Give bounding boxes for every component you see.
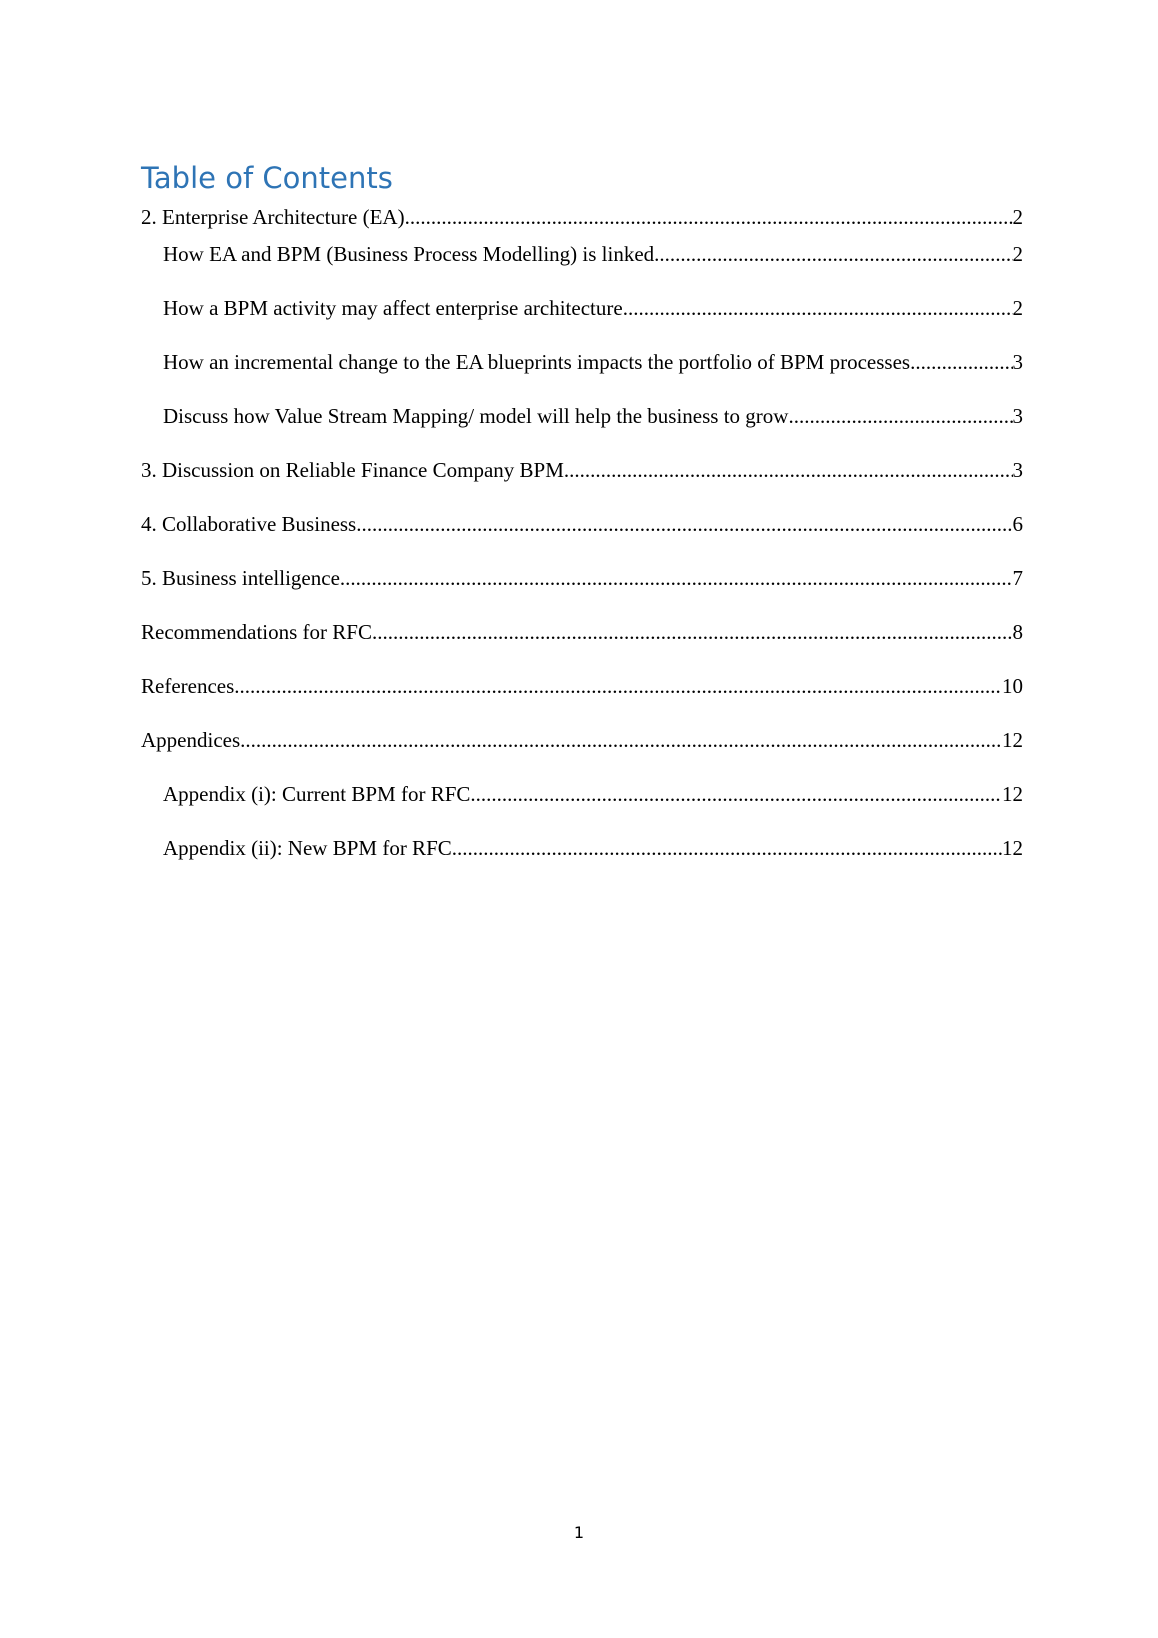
toc-entry-page-number: 2: [1012, 205, 1023, 229]
toc-dot-leader: [234, 672, 1002, 700]
toc-entry-label: How EA and BPM (Business Process Modelling) is linked: [163, 242, 655, 266]
toc-list: [141, 200, 1023, 884]
toc-entry-page-number: 8: [1012, 620, 1023, 644]
toc-entry-label: Recommendations for RFC: [141, 620, 372, 644]
toc-entry-appendix-ii[interactable]: [141, 830, 1023, 884]
toc-dot-leader: [405, 203, 1013, 231]
toc-entry-label: How an incremental change to the EA blueprints impacts the portfolio of BPM processes: [163, 350, 911, 374]
toc-entry-label: How a BPM activity may affect enterprise architecture: [163, 296, 623, 320]
toc-entry-page-number: 3: [1012, 458, 1023, 482]
toc-entry-label: Appendices: [141, 728, 241, 752]
toc-entry-enterprise-architecture[interactable]: [141, 200, 1023, 236]
toc-entry-label: 3. Discussion on Reliable Finance Company BPM: [141, 458, 564, 482]
toc-entry-collaborative-business[interactable]: [141, 506, 1023, 560]
toc-dot-leader: [470, 780, 1002, 808]
toc-dot-leader: [623, 294, 1013, 322]
toc-entry-label: Appendix (ii): New BPM for RFC: [163, 836, 452, 860]
toc-dot-leader: [240, 726, 1002, 754]
toc-entry-page-number: 2: [1012, 296, 1023, 320]
toc-entry-page-number: 12: [1002, 728, 1023, 752]
toc-entry-page-number: 3: [1012, 350, 1023, 374]
toc-entry-page-number: 10: [1002, 674, 1023, 698]
toc-dot-leader: [564, 456, 1013, 484]
toc-dot-leader: [788, 402, 1012, 430]
toc-entry-bpm-activity-affect-ea[interactable]: [141, 290, 1023, 344]
toc-dot-leader: [340, 564, 1013, 592]
toc-dot-leader: [910, 348, 1012, 376]
toc-entry-references[interactable]: [141, 668, 1023, 722]
toc-entry-label: 5. Business intelligence: [141, 566, 340, 590]
toc-entry-business-intelligence[interactable]: [141, 560, 1023, 614]
toc-dot-leader: [356, 510, 1012, 538]
toc-entry-appendix-i[interactable]: [141, 776, 1023, 830]
toc-entry-recommendations[interactable]: [141, 614, 1023, 668]
toc-entry-ea-bpm-linked[interactable]: [141, 236, 1023, 290]
toc-entry-label: 4. Collaborative Business: [141, 512, 357, 536]
toc-entry-label: Discuss how Value Stream Mapping/ model will help the business to grow: [163, 404, 789, 428]
page-number-footer: 1: [573, 1523, 585, 1542]
toc-entry-label: Appendix (i): Current BPM for RFC: [163, 782, 471, 806]
toc-entry-appendices[interactable]: [141, 722, 1023, 776]
toc-entry-page-number: 7: [1012, 566, 1023, 590]
toc-entry-label: References: [141, 674, 235, 698]
toc-entry-rfc-bpm-discussion[interactable]: [141, 452, 1023, 506]
toc-entry-incremental-change[interactable]: [141, 344, 1023, 398]
toc-entry-label: 2. Enterprise Architecture (EA): [141, 205, 405, 229]
toc-entry-page-number: 12: [1002, 782, 1023, 806]
toc-dot-leader: [654, 240, 1012, 268]
toc-dot-leader: [372, 618, 1013, 646]
toc-entry-page-number: 3: [1012, 404, 1023, 428]
toc-entry-value-stream-mapping[interactable]: [141, 398, 1023, 452]
toc-entry-page-number: 12: [1002, 836, 1023, 860]
toc-dot-leader: [452, 834, 1002, 862]
toc-entry-page-number: 6: [1012, 512, 1023, 536]
toc-entry-page-number: 2: [1012, 242, 1023, 266]
toc-title: Table of Contents: [141, 161, 393, 195]
